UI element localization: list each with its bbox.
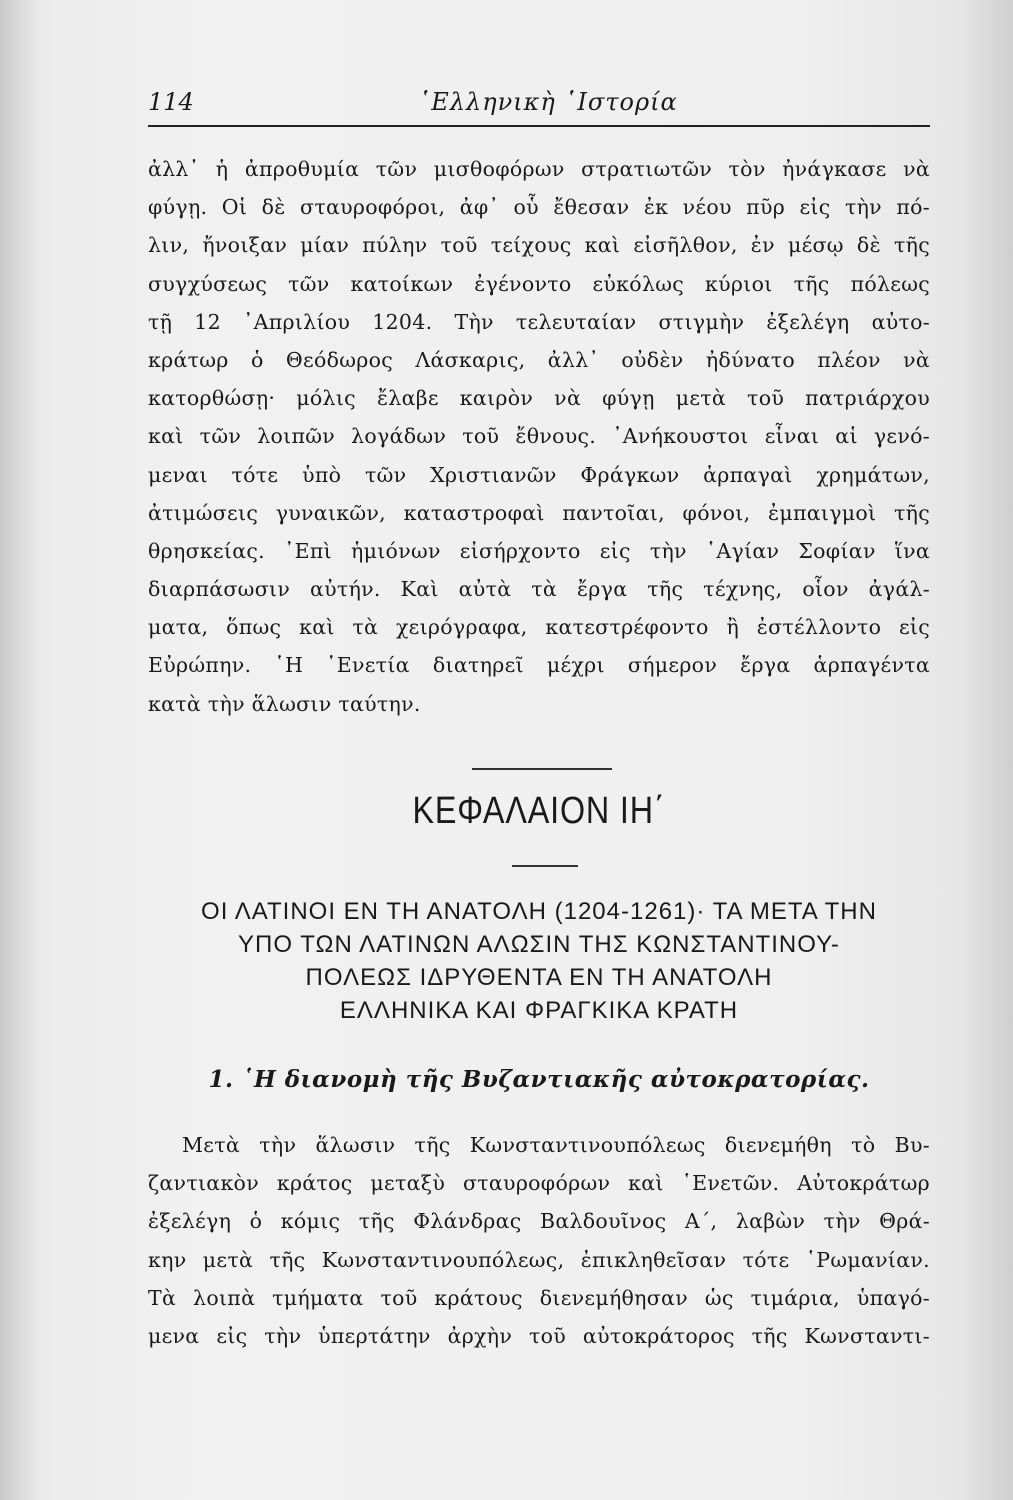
text-line: τῇ 12 ᾽Απριλίου 1204. Τὴν τελευταίαν στιγμὴν ἐξελέγη αὐτο- (148, 309, 930, 334)
text-line: ζαντιακὸν κράτος μεταξὺ σταυροφόρων καὶ ῾Ενετῶν. Αὐτοκράτωρ (148, 1171, 930, 1196)
subtitle-line: ΟΙ ΛΑΤΙΝΟΙ ΕΝ ΤΗ ΑΝΑΤΟΛΗ (1204-1261)· ΤΑ ΜΕΤΑ ΤΗΝ (201, 898, 877, 925)
text-line: καὶ τῶν λοιπῶν λογάδων τοῦ ἔθνους. ᾽Ανήκουστοι εἶναι αἱ γενό- (148, 424, 930, 449)
text-line: διαρπάσωσιν αὐτήν. Καὶ αὐτὰ τὰ ἔργα τῆς τέχνης, οἷον ἀγάλ- (148, 577, 930, 602)
text-line: κην μετὰ τῆς Κωνσταντινουπόλεως, ἐπικληθεῖσαν τότε ῾Ρωμανίαν. (148, 1247, 930, 1272)
text-line: ἐξελέγη ὁ κόμις τῆς Φλάνδρας Βαλδουῖνος Α΄, λαβὼν τὴν Θρά- (148, 1209, 930, 1234)
subtitle-line: ΠΟΛΕΩΣ ΙΔΡΥΘΕΝΤΑ ΕΝ ΤΗ ΑΝΑΤΟΛΗ (305, 964, 773, 991)
running-title: ῾Ελληνικὴ ῾Ιστορία (418, 88, 678, 116)
text-line: Μετὰ τὴν ἅλωσιν τῆς Κωνσταντινουπόλεως διενεμήθη τὸ Βυ- (182, 1133, 930, 1157)
running-head (148, 88, 928, 128)
text-line: φύγῃ. Οἱ δὲ σταυροφόροι, ἀφ᾽ οὗ ἔθεσαν ἐκ νέου πῦρ εἰς τὴν πό- (148, 195, 930, 220)
text-line: μεναι τότε ὑπὸ τῶν Χριστιανῶν Φράγκων ἁρπαγαὶ χρημάτων, (148, 462, 930, 487)
chapter-subtitle (148, 895, 930, 1027)
text-line: θρησκείας. ᾽Επὶ ἡμιόνων εἰσήρχοντο εἰς τὴν ῾Αγίαν Σοφίαν ἵνα (148, 538, 930, 563)
chapter-heading: ΚΕΦΑΛΑΙΟΝ ΙΗ΄ (412, 790, 666, 832)
header-rule (148, 125, 930, 127)
chapter-rule-bottom (512, 865, 578, 867)
text-line: μενα εἰς τὴν ὑπερτάτην ἀρχὴν τοῦ αὐτοκράτορος τῆς Κωνσταντι- (148, 1323, 930, 1348)
text-line: ἀτιμώσεις γυναικῶν, καταστροφαὶ παντοῖαι, φόνοι, ἐμπαιγμοὶ τῆς (148, 500, 930, 525)
section-title: 1. ῾Η διανομὴ τῆς Βυζαντιακῆς αὐτοκρατορίας. (208, 1066, 870, 1093)
text-line: κατορθώσῃ· μόλις ἔλαβε καιρὸν νὰ φύγῃ μετὰ τοῦ πατριάρχου (148, 386, 930, 411)
top-paragraph (148, 150, 930, 723)
bottom-paragraph (148, 1126, 930, 1355)
chapter-rule-top (472, 768, 612, 770)
page-number: 114 (148, 88, 194, 116)
text-line: ματα, ὅπως καὶ τὰ χειρόγραφα, κατεστρέφοντο ἢ ἐστέλλοντο εἰς (148, 615, 930, 640)
subtitle-line: ΕΛΛΗΝΙΚΑ ΚΑΙ ΦΡΑΓΚΙΚΑ ΚΡΑΤΗ (339, 997, 739, 1024)
text-line: λιν, ἤνοιξαν μίαν πύλην τοῦ τείχους καὶ εἰσῆλθον, ἐν μέσῳ δὲ τῆς (148, 233, 930, 258)
text-line: κράτωρ ὁ Θεόδωρος Λάσκαρις, ἀλλ᾽ οὐδὲν ἠδύνατο πλέον νὰ (148, 347, 930, 372)
subtitle-line: ΥΠΟ ΤΩΝ ΛΑΤΙΝΩΝ ΑΛΩΣΙΝ ΤΗΣ ΚΩΝΣΤΑΝΤΙΝΟΥ- (238, 931, 840, 958)
text-line: Εὐρώπην. ῾Η ῾Ενετία διατηρεῖ μέχρι σήμερον ἔργα ἁρπαγέντα (148, 653, 930, 678)
text-line: Τὰ λοιπὰ τμήματα τοῦ κράτους διενεμήθησαν ὡς τιμάρια, ὑπαγό- (148, 1285, 930, 1310)
text-line: ἀλλ᾽ ἡ ἀπροθυμία τῶν μισθοφόρων στρατιωτῶν τὸν ἠνάγκασε νὰ (148, 157, 930, 181)
text-line: συγχύσεως τῶν κατοίκων ἐγένοντο εὐκόλως κύριοι τῆς πόλεως (148, 271, 930, 296)
text-line: κατὰ τὴν ἅλωσιν ταύτην. (148, 691, 421, 716)
